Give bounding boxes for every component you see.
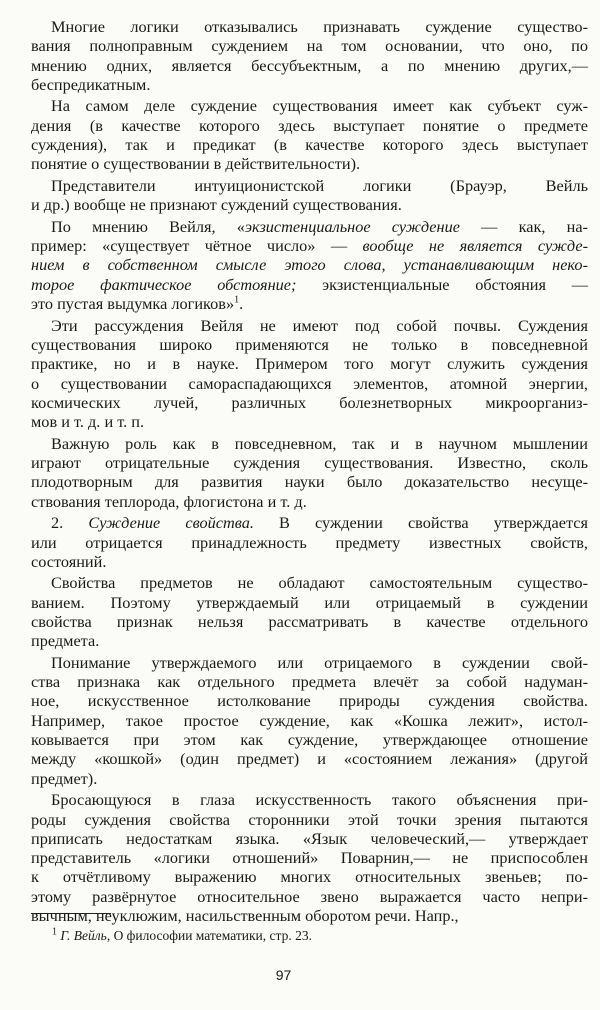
text: роды суждения свойства сторонники этой точки зрения пытаются [31,809,588,829]
text: вычным, неуклюжим, насильственным оборотом речи. Напр., [31,906,459,926]
text: дения (в качестве которого здесь выступает понятие о предмете [31,115,588,135]
text: плодотворным для развития науки было доказательство несуще- [31,472,588,492]
text: Бросающуюся в глаза искусственность такого объяснения при- [51,790,588,810]
text-line [31,867,588,886]
paragraph [31,96,588,173]
text-line [31,453,588,472]
text: ванием. Поэтому утверждаемый или отрицаемый в суждении [31,592,588,612]
text-line [31,374,588,393]
text-line [31,749,588,768]
footnote-text: , О философии математики, стр. 23. [106,928,312,943]
paragraph [31,176,588,215]
text-line [31,217,588,236]
body-text [31,17,588,928]
text: ное, искусственное истолкование природы суждения свойства. [31,691,588,711]
text: между «кошкой» (один предмет) и «состоянием лежания» (другой [31,749,588,769]
italic-text: экзистенциальное суждение [244,216,460,236]
text-line [31,255,588,274]
text-line [31,135,588,154]
text: ства признака как отдельного предмета влечёт за собой надуман- [31,672,588,692]
text-line [31,393,588,412]
text-line [31,492,588,511]
text: или отрицается принадлежность предмету известных свойств, [31,532,588,552]
text-line [31,653,588,672]
text-line [31,711,588,730]
text: суждения), так и предикат (в качестве которого здесь выступает [31,135,588,155]
text: это пустая выдумка логиков» [31,294,235,314]
text-line [31,116,588,135]
text-line [31,906,588,925]
text-line [31,434,588,453]
text: существования широко применяются не только в повседневной [31,334,588,354]
paragraph [31,217,588,313]
text: . [239,294,244,314]
italic-text: торое фактическое обстояние; [31,274,297,294]
text-line [31,412,588,431]
text-line [31,730,588,749]
text: вания полноправным суждением на том основании, что оно, по [31,36,588,56]
text-line [31,593,588,612]
text-line [31,691,588,710]
text: приписать недостаткам языка. «Язык человеческий,— утверждает [31,828,588,848]
text-line [31,829,588,848]
text-line [31,154,588,173]
text-line [31,354,588,373]
text: В суждении свойства утверждается [253,513,589,533]
text: играют отрицательные суждения существования. Известно, сколь [31,453,588,473]
text: понятие о существовании в действительности). [31,154,361,174]
text: ковывается при этом как суждение, утверждающее отношение [31,730,588,750]
text: пример: «существует чётное число» — [31,236,363,256]
text: По мнению Вейля, « [51,216,245,236]
text: Представители интуиционистской логики (Брауэр, Вейль [51,175,588,195]
text: беспредикатным. [31,74,151,94]
text: представитель «логики отношений» Поварнин,— не приспособлен [31,848,588,868]
text: мов и т. д. и т. п. [31,412,145,432]
page-number: 97 [275,967,292,983]
text-line [31,275,588,294]
text-line [31,294,588,313]
text: 2. [51,513,89,533]
text: и др.) вообще не признают суждений существования. [31,195,402,215]
text-line [31,672,588,691]
text-line [31,612,588,631]
text-line [31,96,588,115]
paragraph [31,573,588,650]
text-line [31,36,588,55]
text: предмета. [31,631,100,651]
text-line [31,533,588,552]
text: Понимание утверждаемого или отрицаемого в суждении свой- [51,652,588,672]
text: предмет). [31,768,98,788]
footnote-author: Г. Вейль [60,928,107,943]
text: мнению одних, является бессубъектным, а по мнению других,— [31,55,588,75]
text-line [31,56,588,75]
text: экзистенциальные обстояния — [296,274,588,294]
text-line [31,790,588,809]
paragraph [31,513,588,571]
text-line [31,513,588,532]
text: — как, на- [459,216,588,236]
paragraph [31,434,588,511]
paragraph [31,316,588,432]
footnote-reference: 1 [234,294,240,306]
text-line [31,75,588,94]
text: ствования теплорода, флогистона и т. д. [31,491,307,511]
text-line [31,17,588,36]
text-line [31,335,588,354]
footnote [52,928,312,944]
text-line [31,848,588,867]
text-line [31,552,588,571]
paragraph [31,653,588,788]
text: свойства признак нельзя рассматривать в качестве отдельного [31,611,588,631]
text-line [31,810,588,829]
text: к отчётливому выражению многих относительных звеньев; по- [31,867,588,887]
italic-text: Суждение свойства. [88,513,254,533]
text: На самом деле суждение существования имеет как субъект суж- [51,96,588,116]
text: Эти рассуждения Вейля не имеют под собой почвы. Суждения [51,315,588,335]
text: этому развёрнутое относительное звено выражается часто непри- [31,886,588,906]
italic-text: вообще не является сужде- [362,236,589,256]
text-line [31,887,588,906]
text: космических лучей, различных болезнетворных микроорганиз- [31,392,588,412]
footnote-mark: 1 [52,926,57,938]
text: Свойства предметов не обладают самостоятельным существо- [51,573,588,593]
text: Важную роль как в повседневном, так и в научном мышлении [51,433,588,453]
footnote-divider [31,913,111,914]
text: Многие логики отказывались признавать суждение существо- [51,17,588,36]
paragraph [31,17,588,94]
text: состояний. [31,551,107,571]
italic-text: нием в собственном смысле этого слова, устанавливающим неко- [31,255,588,275]
text-line [31,631,588,650]
text: о существовании самораспадающихся элементов, атомной энергии, [31,373,588,393]
text-line [31,769,588,788]
text-line [31,195,588,214]
text: практике, но и в науке. Примером того могут служить суждения [31,354,588,374]
text-line [31,176,588,195]
text: Например, такое простое суждение, как «Кошка лежит», истол- [31,710,588,730]
text-line [31,573,588,592]
text-line [31,236,588,255]
text-line [31,472,588,491]
paragraph [31,790,588,925]
text-line [31,316,588,335]
